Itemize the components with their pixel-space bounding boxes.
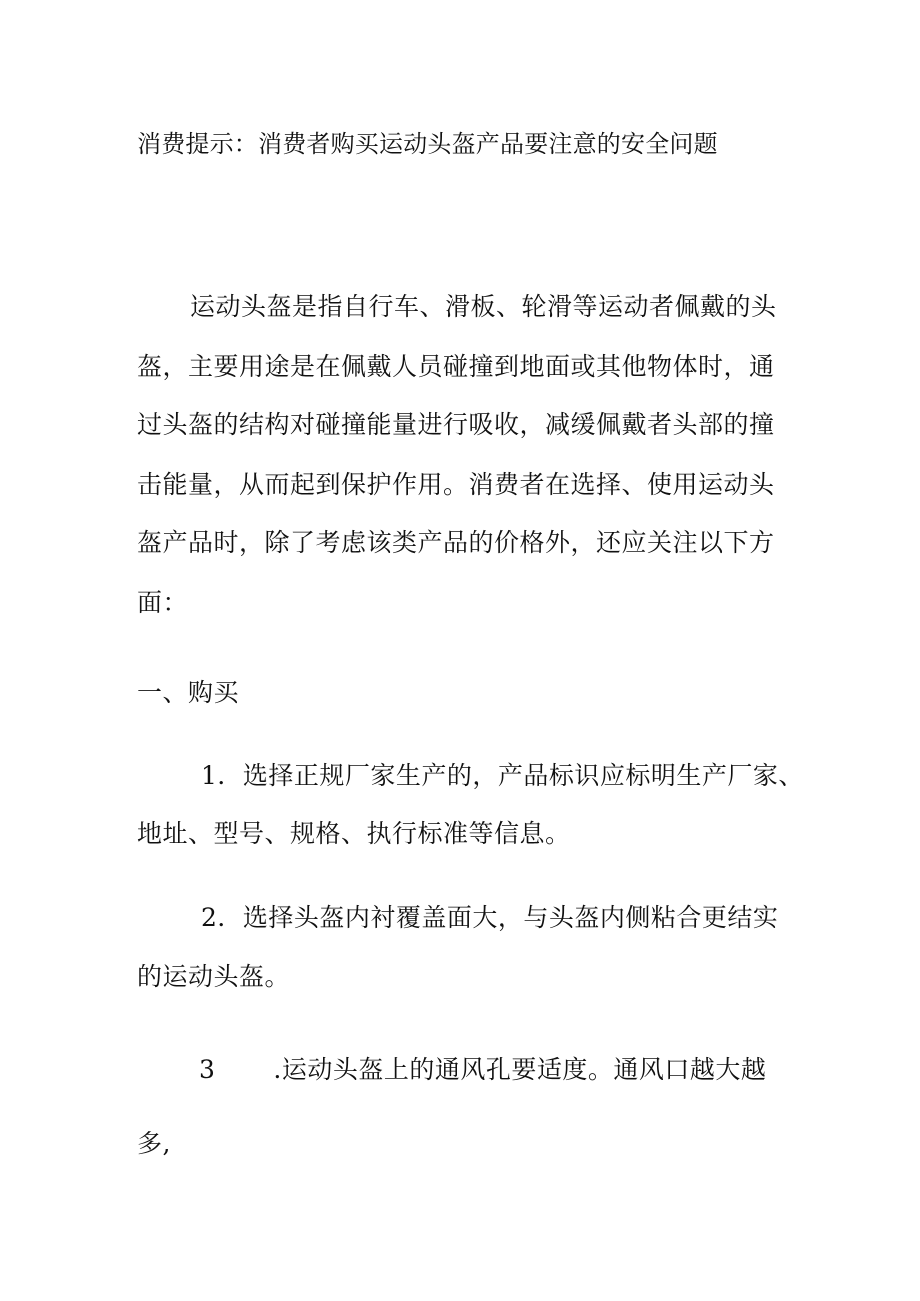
intro-line-6: 面：	[137, 588, 189, 617]
intro-line-3: 过头盔的结构对碰撞能量进行吸收，减缓佩戴者头部的撞	[137, 410, 775, 439]
item-2-line-1: 2．选择头盔内衬覆盖面大，与头盔内侧粘合更结实	[201, 903, 779, 932]
item-1-line-1: 1．选择正规厂家生产的，产品标识应标明生产厂家、	[201, 761, 804, 790]
item-3-line-2: 多,	[137, 1129, 171, 1158]
item-3-line-1	[199, 1055, 766, 1085]
section-heading: 一、购买	[137, 678, 240, 707]
intro-line-5: 盔产品时，除了考虑该类产品的价格外，还应关注以下方	[137, 528, 775, 557]
item-1-line-2: 地址、型号、规格、执行标准等信息。	[137, 819, 571, 848]
intro-line-1: 运动头盔是指自行车、滑板、轮滑等运动者佩戴的头	[190, 292, 777, 321]
item-3-number: 3	[199, 1055, 216, 1084]
intro-line-2: 盔，主要用途是在佩戴人员碰撞到地面或其他物体时，通	[137, 352, 775, 381]
item-3-text: .运动头盔上的通风孔要适度。通风口越大越	[273, 1055, 767, 1084]
document-title: 消费提示：消费者购买运动头盔产品要注意的安全问题	[137, 130, 718, 158]
intro-line-4: 击能量，从而起到保护作用。消费者在选择、使用运动头	[137, 470, 775, 499]
item-2-line-2: 的运动头盔。	[137, 962, 291, 991]
